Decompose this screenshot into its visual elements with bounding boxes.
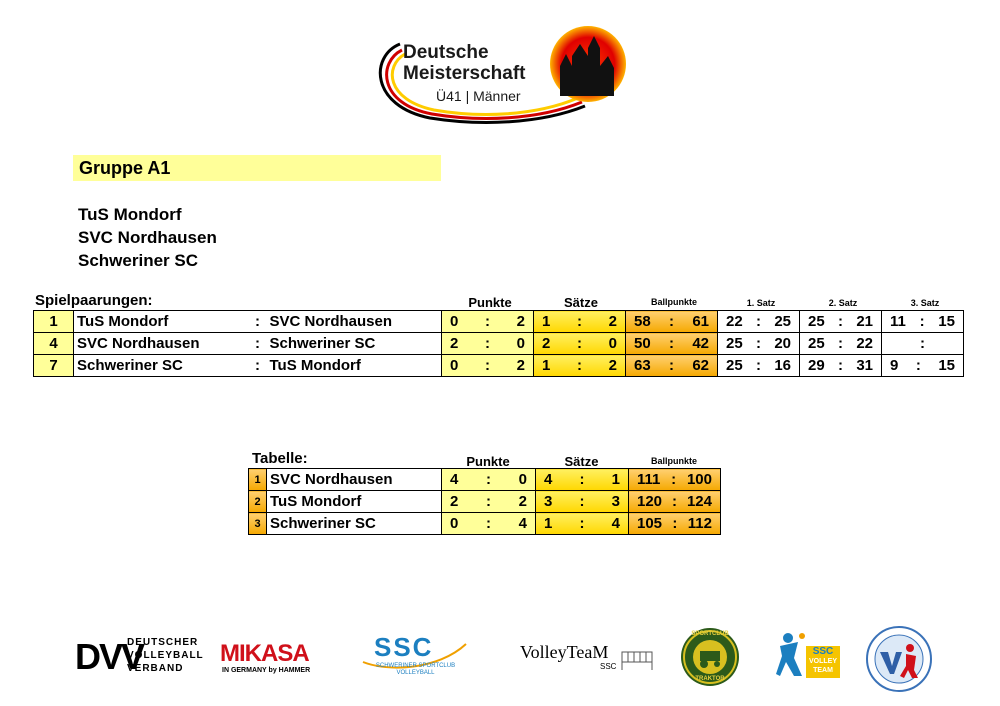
event-title-line1: Deutsche xyxy=(403,42,489,63)
standings-header-saetze: Sätze xyxy=(564,454,599,469)
regional-association-logo xyxy=(866,626,932,692)
standings-saetze: 3 : 3 xyxy=(536,491,629,513)
score-right: 0 xyxy=(608,335,617,352)
event-subtitle: Ü41 | Männer xyxy=(436,88,521,104)
standings-ballpunkte: 105 : 112 xyxy=(629,513,721,535)
ssc-text xyxy=(358,663,473,677)
standings-punkte: 2 : 2 xyxy=(442,491,536,513)
score-left: 29 xyxy=(808,357,825,374)
ssc-line1: SCHWERINER SPORTCLUB xyxy=(375,663,456,669)
score-left: 9 xyxy=(890,357,899,374)
match-row xyxy=(34,333,964,355)
match-number: 1 xyxy=(34,311,74,333)
standings-rank: 1 xyxy=(249,469,267,491)
score-left: 2 xyxy=(542,335,551,352)
score-right: 61 xyxy=(692,313,709,330)
matches-header-punkte: Punkte xyxy=(468,295,512,310)
standings-punkte: 0 : 4 xyxy=(442,513,536,535)
match-satz3: : xyxy=(882,333,964,355)
mikasa-sub: IN GERMANY by HAMMER xyxy=(222,667,311,674)
matches-header-saetze: Sätze xyxy=(564,295,598,310)
match-satz1: 25 : 20 xyxy=(718,333,800,355)
matches-table xyxy=(33,310,964,377)
match-away-team: Schweriner SC xyxy=(267,333,442,355)
score-right: 22 xyxy=(856,335,873,352)
team-list-item: TuS Mondorf xyxy=(78,205,182,224)
team-list-item: SVC Nordhausen xyxy=(78,228,217,247)
score-left: 105 xyxy=(637,515,663,532)
score-left: 1 xyxy=(542,313,551,330)
match-ballpunkte: 63 : 62 xyxy=(626,355,718,377)
score-right: 31 xyxy=(856,357,873,374)
score-right: 2 xyxy=(516,357,525,374)
score-right: 0 xyxy=(516,335,525,352)
match-home-team: TuS Mondorf xyxy=(74,311,249,333)
matches-label: Spielpaarungen: xyxy=(35,292,153,309)
volleyteam-sub: SSC xyxy=(600,662,617,671)
match-satz2: 25 : 21 xyxy=(800,311,882,333)
score-left: 50 xyxy=(634,335,651,352)
score-right: 15 xyxy=(938,313,955,330)
match-home-team: Schweriner SC xyxy=(74,355,249,377)
matches-header-satz2: 2. Satz xyxy=(828,298,858,308)
volleyball-player-icon xyxy=(776,632,806,680)
match-satz2: 29 : 31 xyxy=(800,355,882,377)
score-right: 1 xyxy=(611,471,620,488)
score-left: 63 xyxy=(634,357,651,374)
score-right: 2 xyxy=(516,313,525,330)
ssc-volleyteam-badge xyxy=(806,646,840,678)
match-satz1: 22 : 25 xyxy=(718,311,800,333)
matches-header-satz1: 1. Satz xyxy=(746,298,776,308)
ssc-volleyteam-line2: TEAM xyxy=(813,667,833,674)
score-right: 15 xyxy=(938,357,955,374)
match-satz1: 25 : 16 xyxy=(718,355,800,377)
match-saetze: 1 : 2 xyxy=(534,311,626,333)
standings-header-ballpunkte: Ballpunkte xyxy=(650,456,697,466)
match-ballpunkte: 58 : 61 xyxy=(626,311,718,333)
event-title xyxy=(403,42,526,84)
standings-row xyxy=(249,513,721,535)
standings-ballpunkte: 120 : 124 xyxy=(629,491,721,513)
standings-punkte: 4 : 0 xyxy=(442,469,536,491)
match-number: 4 xyxy=(34,333,74,355)
dvv-line2: VOLLEYBALL xyxy=(127,650,204,661)
score-right: 42 xyxy=(692,335,709,352)
match-row xyxy=(34,355,964,377)
standings-label: Tabelle: xyxy=(252,450,308,467)
match-punkte: 0 : 2 xyxy=(442,311,534,333)
score-left: 25 xyxy=(726,357,743,374)
group-title: Gruppe A1 xyxy=(73,155,441,181)
mikasa-name: MIKASA xyxy=(220,640,309,667)
volleyball-net-icon xyxy=(620,646,656,672)
match-row xyxy=(34,311,964,333)
standings-team: Schweriner SC xyxy=(267,513,442,535)
ssc-name: SSC xyxy=(374,632,434,662)
score-right: 4 xyxy=(518,515,527,532)
ssc-volleyteam-logo xyxy=(776,632,840,682)
score-left: 0 xyxy=(450,515,459,532)
score-left: 4 xyxy=(450,471,459,488)
score-left: 111 xyxy=(637,471,661,488)
score-right: 62 xyxy=(692,357,709,374)
volleyteam-name: VolleyTeaM xyxy=(520,642,609,662)
standings-rank: 2 xyxy=(249,491,267,513)
standings-table xyxy=(248,468,721,535)
score-left: 1 xyxy=(544,515,553,532)
match-satz3: 11 : 15 xyxy=(882,311,964,333)
match-away-team: SVC Nordhausen xyxy=(267,311,442,333)
dvv-line3: VERBAND xyxy=(127,663,184,674)
score-left: 2 xyxy=(450,493,459,510)
standings-rank: 3 xyxy=(249,513,267,535)
score-right: 2 xyxy=(608,357,617,374)
score-right: 21 xyxy=(856,313,873,330)
score-left: 0 xyxy=(450,357,459,374)
match-separator: : xyxy=(249,355,267,377)
standings-row xyxy=(249,491,721,513)
score-right: 2 xyxy=(608,313,617,330)
matches-header-ballpunkte: Ballpunkte xyxy=(650,297,697,307)
score-left: 0 xyxy=(450,313,459,330)
score-right: 112 xyxy=(687,515,712,532)
team-list-item: Schweriner SC xyxy=(78,251,198,270)
traktor-logo xyxy=(680,627,740,687)
score-left: 25 xyxy=(726,335,743,352)
mikasa-logo xyxy=(220,636,335,678)
score-right: 100 xyxy=(686,471,712,488)
event-title-line2: Meisterschaft xyxy=(403,63,526,84)
match-home-team: SVC Nordhausen xyxy=(74,333,249,355)
standings-row xyxy=(249,469,721,491)
matches-header-satz3: 3. Satz xyxy=(910,298,940,308)
match-satz3: 9 : 15 xyxy=(882,355,964,377)
match-number: 7 xyxy=(34,355,74,377)
score-left: 2 xyxy=(450,335,459,352)
dvv-logo xyxy=(75,636,204,678)
traktor-top: SPORTCLUB xyxy=(691,631,729,637)
score-right: 16 xyxy=(774,357,791,374)
match-punkte: 2 : 0 xyxy=(442,333,534,355)
match-punkte: 0 : 2 xyxy=(442,355,534,377)
standings-saetze: 1 : 4 xyxy=(536,513,629,535)
score-left: 58 xyxy=(634,313,651,330)
match-saetze: 2 : 0 xyxy=(534,333,626,355)
ssc-logo xyxy=(358,632,473,680)
dvv-mark: DVV xyxy=(75,636,144,677)
match-ballpunkte: 50 : 42 xyxy=(626,333,718,355)
match-saetze: 1 : 2 xyxy=(534,355,626,377)
match-satz2: 25 : 22 xyxy=(800,333,882,355)
traktor-bottom: TRAKTOR xyxy=(695,676,725,682)
match-away-team: TuS Mondorf xyxy=(267,355,442,377)
standings-header-punkte: Punkte xyxy=(466,454,510,469)
event-logo xyxy=(370,26,632,126)
ssc-line2: VOLLEYBALL xyxy=(396,670,435,676)
standings-ballpunkte: 111 : 100 xyxy=(629,469,721,491)
score-right: 124 xyxy=(686,493,712,510)
score-left: 4 xyxy=(544,471,553,488)
score-left: 3 xyxy=(544,493,553,510)
dvv-line1: DEUTSCHER xyxy=(127,637,199,648)
score-left: 22 xyxy=(726,313,743,330)
match-separator: : xyxy=(249,311,267,333)
score-right: 0 xyxy=(518,471,527,488)
score-right: 4 xyxy=(611,515,620,532)
score-left: 25 xyxy=(808,313,825,330)
match-separator: : xyxy=(249,333,267,355)
score-left: 1 xyxy=(542,357,551,374)
dvv-text xyxy=(127,636,204,675)
volleyteam-logo xyxy=(520,640,655,676)
ssc-volleyteam-line1: VOLLEY xyxy=(808,658,837,665)
score-right: 3 xyxy=(611,493,620,510)
association-seal-icon xyxy=(866,626,932,692)
standings-team: SVC Nordhausen xyxy=(267,469,442,491)
standings-team: TuS Mondorf xyxy=(267,491,442,513)
score-left: 25 xyxy=(808,335,825,352)
team-list xyxy=(78,203,217,272)
score-right: 2 xyxy=(518,493,527,510)
score-left: 120 xyxy=(637,493,663,510)
ssc-volleyteam-name: SSC xyxy=(812,646,834,657)
score-right: 20 xyxy=(774,335,791,352)
score-right: 25 xyxy=(774,313,791,330)
score-left: 11 xyxy=(890,313,906,330)
standings-saetze: 4 : 1 xyxy=(536,469,629,491)
